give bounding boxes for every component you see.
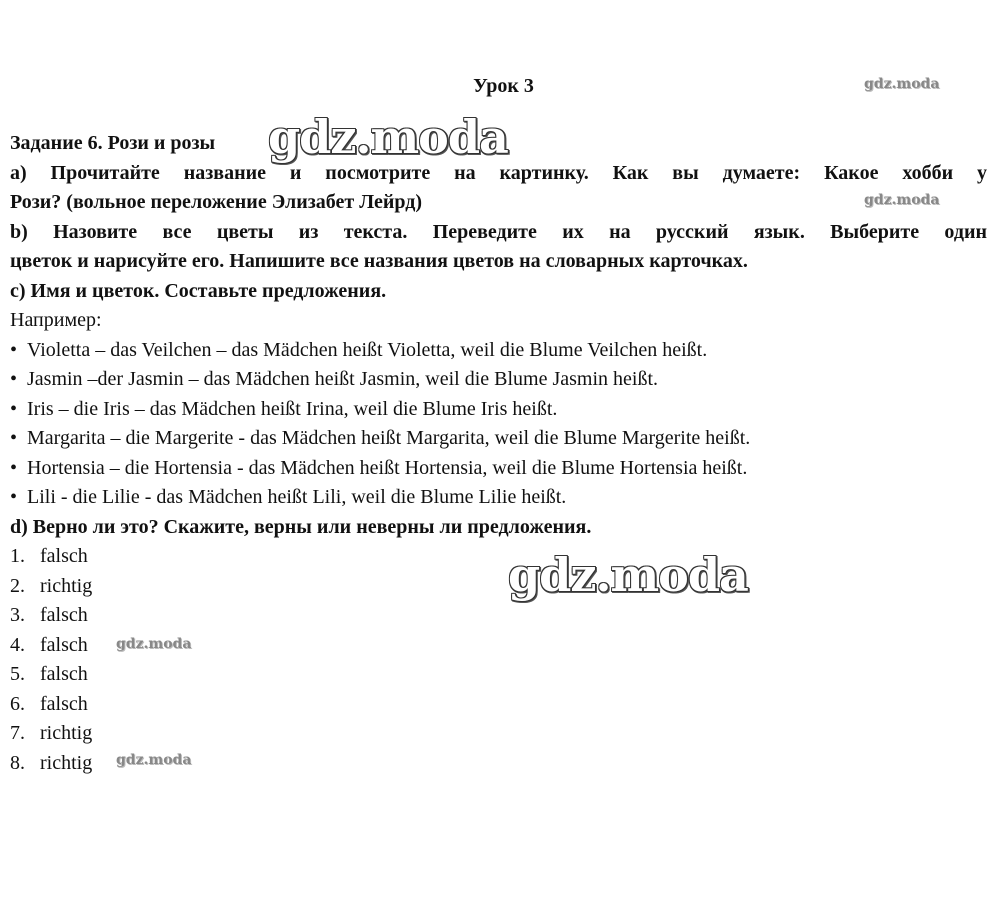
sentence-text: Margarita – die Margerite - das Mädchen heißt Margarita, weil die Blume Margerite heißt. (27, 427, 751, 449)
answer-item (10, 542, 987, 572)
watermark-logo: gdz.moda (864, 76, 940, 92)
sentence-text: Jasmin –der Jasmin – das Mädchen heißt Jasmin, weil die Blume Jasmin heißt. (27, 368, 659, 390)
answer-text: falsch (40, 545, 88, 567)
answer-text: richtig (40, 722, 93, 744)
answer-number: 2. (10, 574, 25, 597)
bullet-icon: • (10, 486, 18, 508)
part-a-line-2: Рози? (вольное переложение Элизабет Лейрд) (10, 191, 423, 213)
part-b-line-1: b) Назовите все цветы из текста. Переведите их на русский язык. Выберите один (10, 220, 987, 243)
answer-number: 8. (10, 751, 25, 774)
watermark-logo: gdz.moda (116, 636, 192, 652)
answer-text: falsch (40, 692, 88, 715)
watermark-logo: gdz.moda (116, 752, 192, 768)
watermark-logo: gdz.moda (508, 548, 748, 602)
answer-item (10, 749, 987, 779)
bullet-icon: • (10, 456, 18, 479)
bullet-icon: • (10, 338, 18, 361)
sentence-text: Lili - die Lilie - das Mädchen heißt Lili, weil die Blume Lilie heißt. (27, 486, 567, 508)
watermark-logo: gdz.moda (268, 110, 508, 164)
example-label: Например: (10, 309, 102, 331)
part-b-line-2: цветок и нарисуйте его. Напишите все названия цветов на словарных карточках. (10, 250, 748, 272)
document-body (10, 129, 987, 778)
answer-number: 7. (10, 722, 25, 744)
sentence-text: Violetta – das Veilchen – das Mädchen heißt Violetta, weil die Blume Veilchen heißt. (27, 338, 708, 361)
sentence-text: Iris – die Iris – das Mädchen heißt Irina, weil die Blume Iris heißt. (27, 397, 558, 420)
answer-number: 1. (10, 545, 25, 567)
answer-item (10, 719, 987, 749)
list-item (10, 365, 987, 395)
answer-item (10, 601, 987, 631)
list-item (10, 424, 987, 454)
task-heading: Задание 6. Рози и розы (10, 132, 216, 154)
answer-text: falsch (40, 663, 88, 685)
answer-item (10, 660, 987, 690)
list-item (10, 454, 987, 484)
answer-number: 4. (10, 633, 25, 656)
bullet-icon: • (10, 368, 18, 390)
answer-item (10, 690, 987, 720)
answer-number: 5. (10, 663, 25, 685)
part-d-heading: d) Верно ли это? Скажите, верны или неверны ли предложения. (10, 515, 592, 538)
sentence-text: Hortensia – die Hortensia - das Mädchen heißt Hortensia, weil die Blume Hortensia heißt. (27, 456, 748, 479)
part-c-heading: c) Имя и цветок. Составьте предложения. (10, 279, 387, 302)
answer-number: 6. (10, 692, 25, 715)
answer-item (10, 572, 987, 602)
list-item (10, 395, 987, 425)
answer-text: richtig (40, 574, 93, 597)
answer-number: 3. (10, 604, 25, 626)
answer-item (10, 631, 987, 661)
lesson-title: Урок 3 (473, 75, 534, 97)
bullet-icon: • (10, 427, 18, 449)
list-item (10, 336, 987, 366)
answer-text: richtig (40, 751, 93, 774)
answer-text: falsch (40, 633, 88, 656)
answer-text: falsch (40, 604, 88, 626)
watermark-logo: gdz.moda (864, 192, 940, 208)
list-item (10, 483, 987, 513)
bullet-icon: • (10, 397, 18, 420)
part-a-line-1: a) Прочитайте название и посмотрите на картинку. Как вы думаете: Какое хобби у (10, 161, 987, 184)
